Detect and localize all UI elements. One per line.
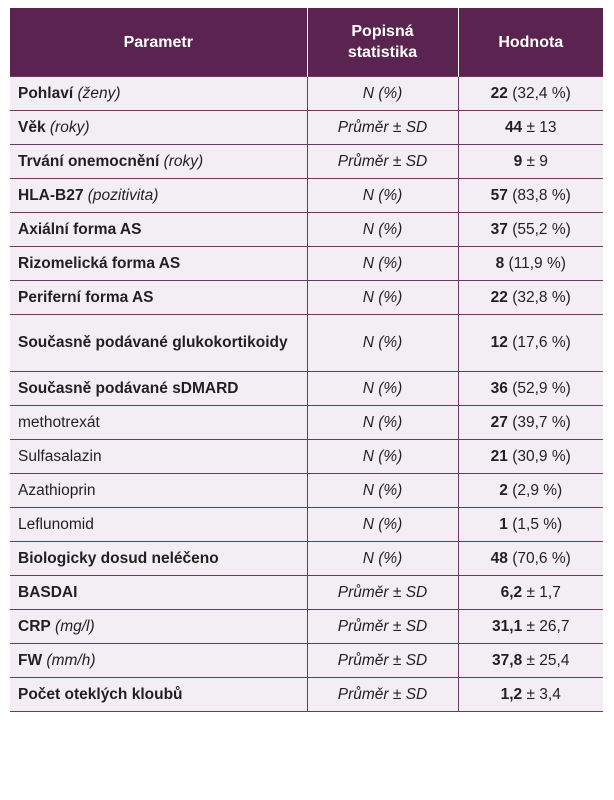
row-value [458,440,603,474]
parameter-name: methotrexát [18,413,100,431]
value-detail: (11,9 %) [504,254,566,272]
row-parameter [10,474,307,508]
value-main: 12 [490,334,508,351]
value-main: 31,1 [492,617,523,635]
row-descriptive-statistic: N (%) [307,474,458,508]
row-descriptive-statistic: Průměr ± SD [307,576,458,610]
value-detail: (55,2 %) [507,220,571,238]
parameter-unit: (mg/l) [50,617,95,635]
parameter-unit: (ženy) [73,84,121,102]
table-header [10,8,603,77]
row-descriptive-statistic: N (%) [307,315,458,372]
row-parameter [10,111,307,145]
header-value: Hodnota [458,8,603,77]
table-row [10,315,603,372]
row-descriptive-statistic: N (%) [307,213,458,247]
parameter-name: Rizomelická forma AS [18,254,181,272]
parameter-name: Axiální forma AS [18,220,142,238]
patient-characteristics-table-container [10,8,603,712]
value-main: 27 [490,413,508,431]
row-value [458,247,603,281]
row-parameter [10,247,307,281]
patient-characteristics-table [10,8,603,712]
header-descriptive-statistic [307,8,458,77]
row-parameter [10,372,307,406]
row-value [458,179,603,213]
row-parameter [10,213,307,247]
parameter-unit: (pozitivita) [83,186,159,204]
header-parameter: Parametr [10,8,307,77]
row-value [458,213,603,247]
table-row [10,281,603,315]
parameter-name: Současně podávané sDMARD [18,379,239,397]
row-descriptive-statistic: Průměr ± SD [307,678,458,712]
row-value [458,111,603,145]
row-descriptive-statistic: N (%) [307,77,458,111]
value-detail: (70,6 %) [507,549,571,567]
row-parameter [10,145,307,179]
row-value [458,542,603,576]
row-parameter [10,77,307,111]
header-row [10,8,603,77]
parameter-name: Pohlaví [18,84,74,102]
parameter-name: Periferní forma AS [18,288,154,306]
value-detail: (32,8 %) [507,288,571,306]
parameter-name: Azathioprin [18,481,96,499]
row-value [458,315,603,372]
table-row [10,247,603,281]
row-value [458,474,603,508]
row-parameter [10,508,307,542]
table-row [10,179,603,213]
value-main: 8 [495,254,505,272]
row-descriptive-statistic: N (%) [307,508,458,542]
value-detail: ± 26,7 [522,617,570,635]
value-main: 44 [504,118,523,136]
parameter-name: HLA-B27 [18,186,84,204]
row-value [458,644,603,678]
row-value [458,678,603,712]
header-descriptive-line1: Popisná [351,23,414,40]
table-row [10,508,603,542]
row-parameter [10,542,307,576]
row-value [458,372,603,406]
value-detail: (32,4 %) [507,84,571,102]
value-main: 1,2 [500,685,523,703]
table-row [10,474,603,508]
value-detail: (52,9 %) [507,379,571,397]
parameter-unit: (roky) [45,118,90,136]
row-descriptive-statistic: N (%) [307,281,458,315]
parameter-name: Leflunomid [18,515,94,533]
value-detail: (30,9 %) [507,447,571,465]
value-main: 1 [499,515,508,533]
row-parameter [10,678,307,712]
value-main: 57 [490,186,508,204]
value-main: 22 [490,288,508,306]
value-detail: (17,6 %) [507,334,571,351]
parameter-name: Sulfasalazin [18,447,102,465]
row-descriptive-statistic: Průměr ± SD [307,610,458,644]
row-parameter [10,644,307,678]
parameter-unit: (roky) [159,152,204,170]
value-main: 22 [490,84,508,102]
row-parameter [10,576,307,610]
parameter-name: Věk [18,118,46,136]
value-detail: (39,7 %) [507,413,571,431]
table-row [10,406,603,440]
value-main: 21 [490,447,508,465]
table-row [10,576,603,610]
table-row [10,440,603,474]
value-main: 36 [490,379,508,397]
parameter-name: Trvání onemocnění [18,152,160,170]
value-detail: ± 13 [522,118,557,136]
value-detail: (1,5 %) [507,515,563,533]
table-row [10,145,603,179]
value-main: 6,2 [500,583,523,601]
row-value [458,508,603,542]
value-main: 9 [513,152,523,170]
table-row [10,111,603,145]
table-row [10,610,603,644]
row-descriptive-statistic: N (%) [307,247,458,281]
row-value [458,576,603,610]
row-descriptive-statistic: Průměr ± SD [307,644,458,678]
parameter-name: Počet oteklých kloubů [18,685,183,703]
table-row [10,542,603,576]
value-detail: (2,9 %) [507,481,563,499]
value-detail: (83,8 %) [507,186,571,204]
row-descriptive-statistic: N (%) [307,440,458,474]
row-parameter [10,179,307,213]
row-descriptive-statistic: N (%) [307,179,458,213]
value-main: 48 [490,549,508,567]
table-row [10,678,603,712]
row-value [458,145,603,179]
value-detail: ± 9 [522,152,548,170]
table-row [10,213,603,247]
header-descriptive-line2: statistika [347,44,418,61]
row-value [458,281,603,315]
parameter-name: Současně podávané glukokortikoidy [18,334,288,351]
parameter-name: FW [18,651,43,669]
row-parameter [10,406,307,440]
row-descriptive-statistic: N (%) [307,372,458,406]
row-descriptive-statistic: N (%) [307,406,458,440]
parameter-unit: (mm/h) [42,651,96,669]
table-row [10,372,603,406]
row-descriptive-statistic: Průměr ± SD [307,145,458,179]
value-main: 37 [490,220,508,238]
table-row [10,644,603,678]
row-parameter [10,440,307,474]
row-value [458,77,603,111]
row-parameter [10,315,307,372]
row-descriptive-statistic: N (%) [307,542,458,576]
value-detail: ± 3,4 [522,685,561,703]
table-row [10,77,603,111]
value-main: 2 [499,481,508,499]
parameter-name: Biologicky dosud neléčeno [18,549,219,567]
row-parameter [10,281,307,315]
value-detail: ± 25,4 [522,651,570,669]
row-value [458,610,603,644]
parameter-name: BASDAI [18,583,78,601]
value-detail: ± 1,7 [522,583,561,601]
row-descriptive-statistic: Průměr ± SD [307,111,458,145]
table-body [10,77,603,712]
row-parameter [10,610,307,644]
row-value [458,406,603,440]
value-main: 37,8 [492,651,523,669]
parameter-name: CRP [18,617,51,635]
